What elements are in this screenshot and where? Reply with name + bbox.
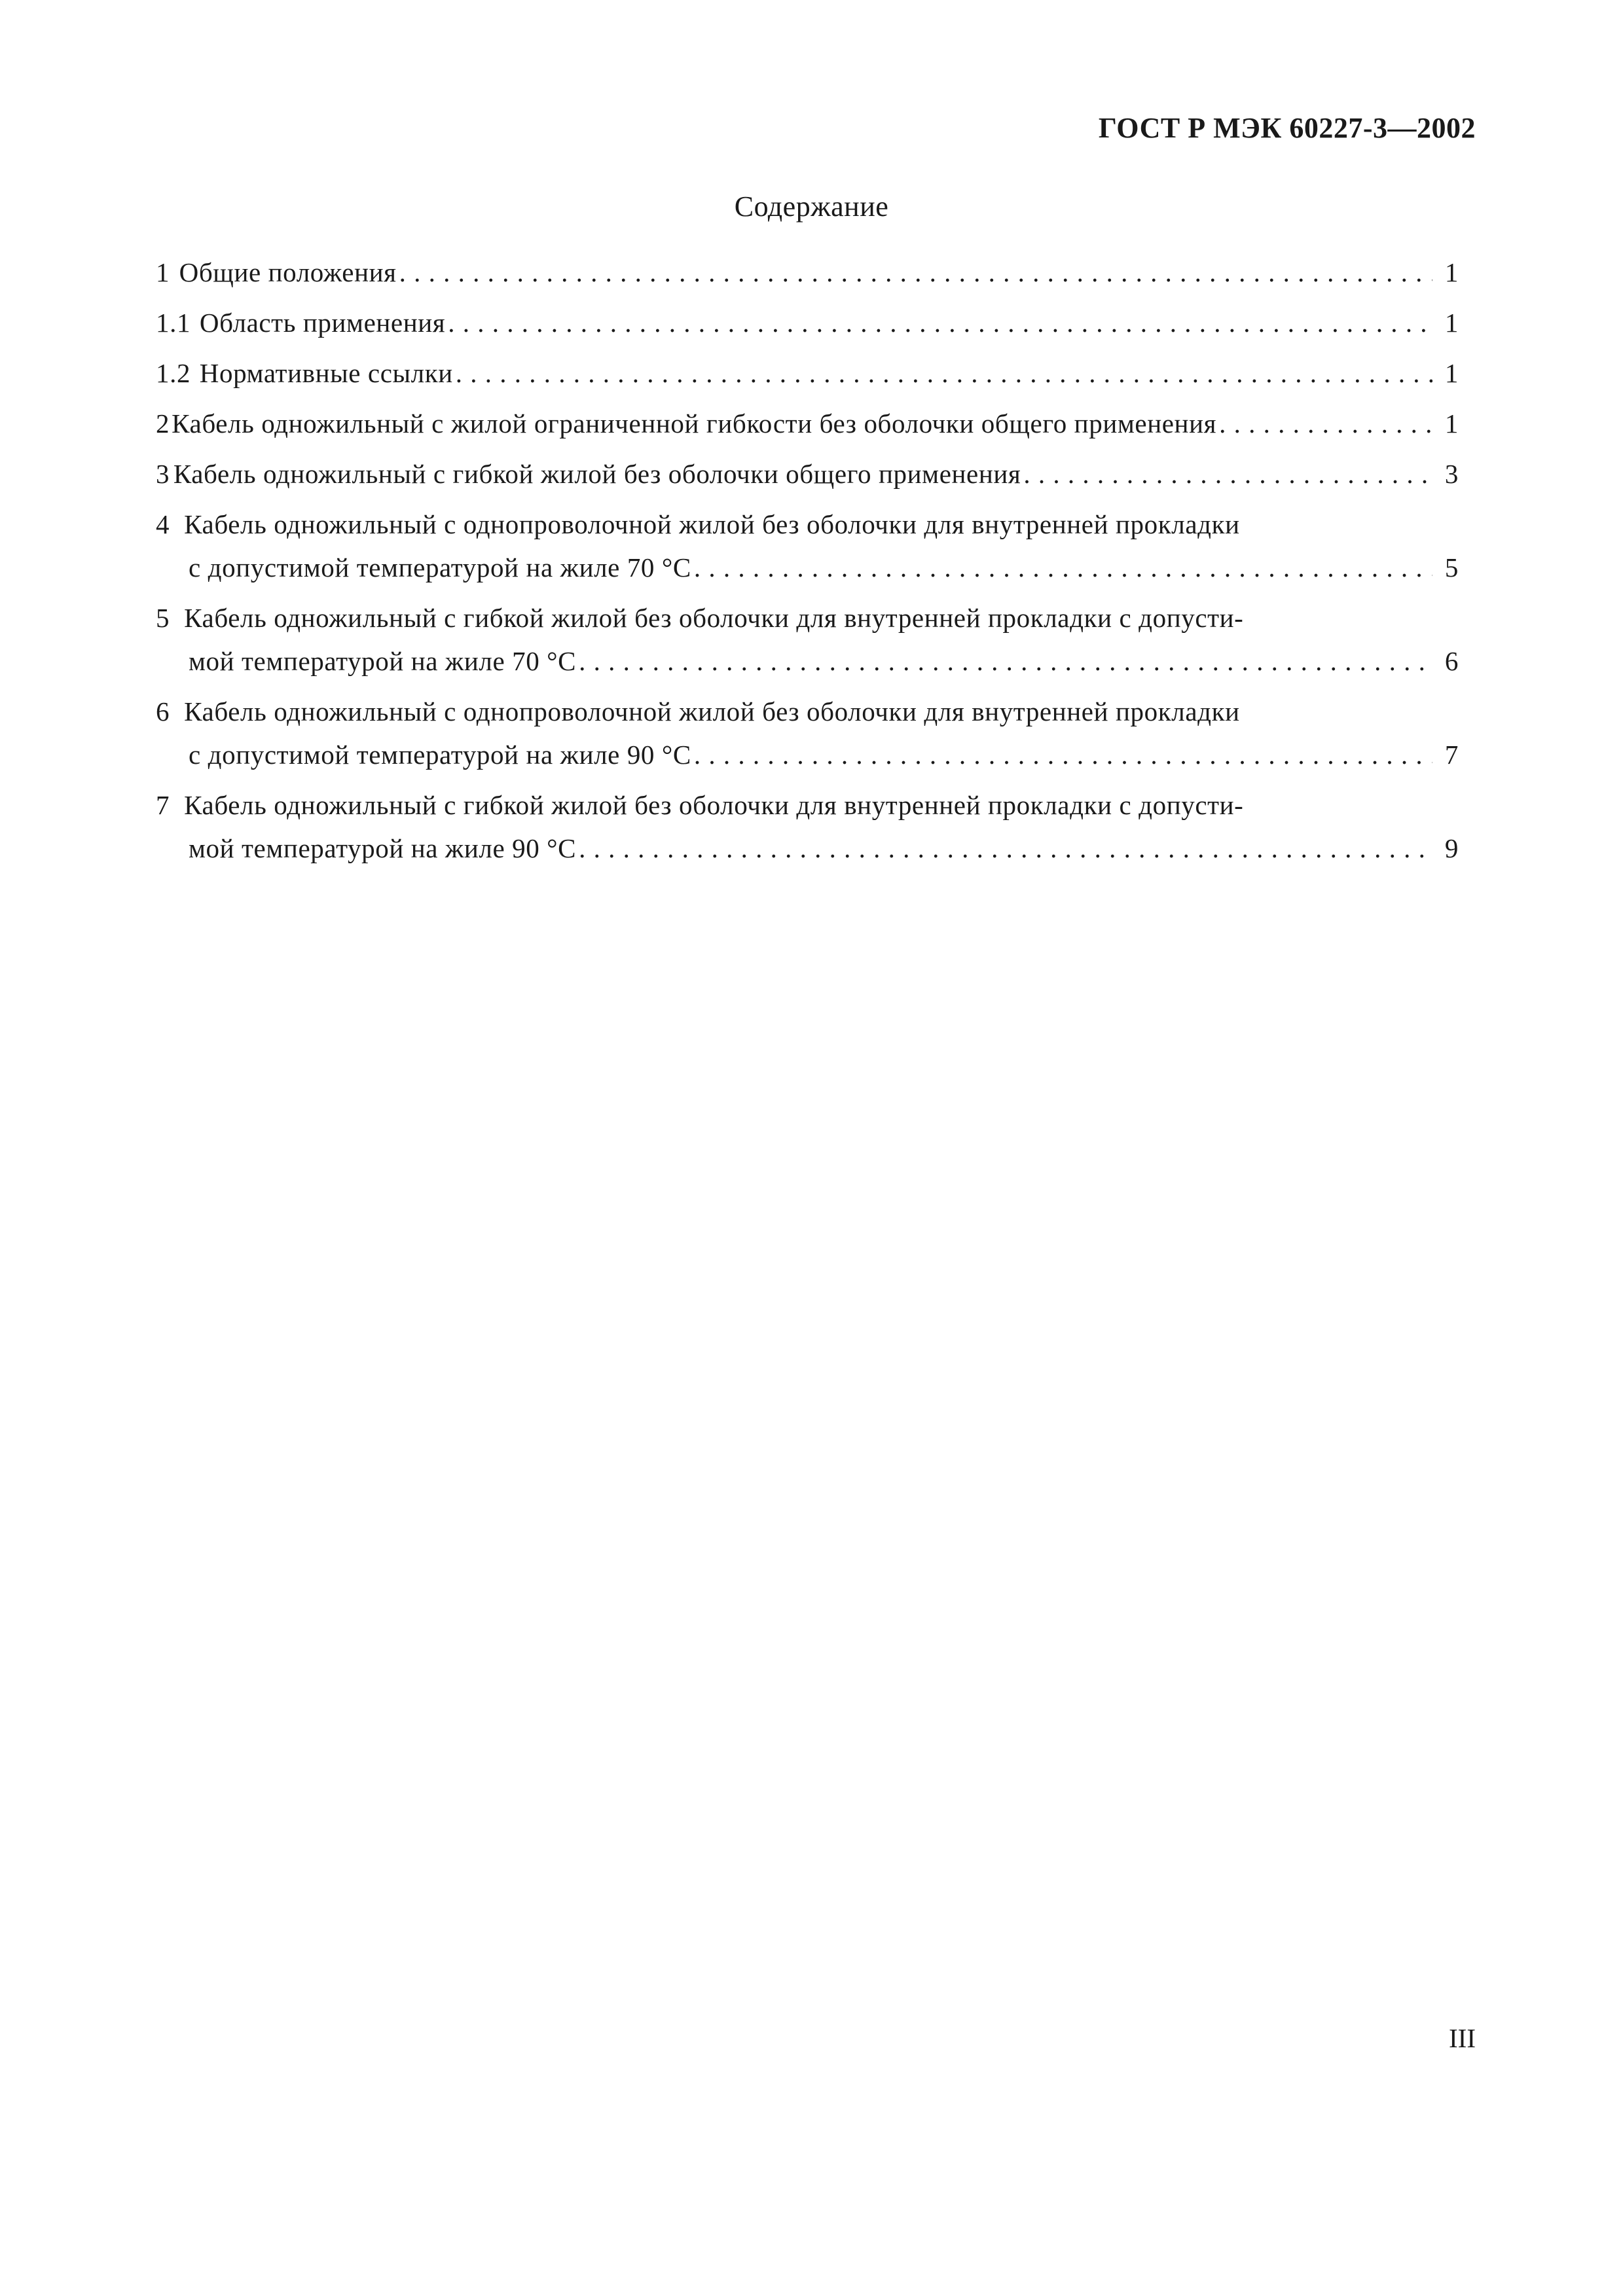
toc-entry[interactable] (156, 503, 1459, 589)
toc-entry[interactable] (156, 596, 1459, 683)
toc-entry-number: 1.2 (156, 358, 191, 388)
toc-entry[interactable] (156, 690, 1459, 776)
toc-leader-dots (399, 251, 1432, 294)
toc-entry-page: 3 (1444, 459, 1459, 489)
toc-title: Содержание (734, 190, 889, 223)
toc-leader-dots (579, 639, 1432, 683)
toc-entry-number: 2 (156, 408, 170, 439)
toc-entry[interactable] (156, 251, 1459, 294)
toc-entry-page: 1 (1444, 308, 1459, 338)
toc-entry-page: 6 (1444, 646, 1459, 676)
toc-entry[interactable] (156, 783, 1459, 870)
toc-entry-number: 6 (156, 696, 170, 726)
toc-entry-title-line-1: Кабель одножильный с однопроволочной жилой без оболочки для внутренней прокладки (184, 696, 1240, 726)
toc-entry[interactable] (156, 351, 1459, 395)
toc-entry-title: Кабель одножильный с жилой ограниченной гибкости без оболочки общего применения (172, 408, 1217, 439)
toc-entry-title-line-2: с допустимой температурой на жиле 70 °С (189, 552, 691, 583)
toc-entry-title: Кабель одножильный с гибкой жилой без оболочки общего применения (173, 459, 1021, 489)
toc-entry-number: 4 (156, 509, 170, 539)
page-number: III (1449, 2023, 1476, 2053)
toc-entry-page: 1 (1444, 257, 1459, 287)
toc-leader-dots (1023, 452, 1432, 495)
toc-entry[interactable] (156, 402, 1459, 445)
toc-entry-page: 9 (1444, 833, 1459, 863)
toc-entry-number: 1 (156, 257, 170, 287)
toc-entry-title: Общие положения (179, 257, 397, 287)
toc-leader-dots (1219, 402, 1432, 445)
toc-entry-number: 5 (156, 603, 170, 633)
toc-entry[interactable] (156, 301, 1459, 344)
toc-entry-number: 1.1 (156, 308, 191, 338)
toc-entry-title-line-2: мой температурой на жиле 90 °С (189, 833, 577, 863)
toc-entry-title-line-1: Кабель одножильный с гибкой жилой без оболочки для внутренней прокладки с допусти- (184, 603, 1244, 633)
toc-entry-number: 3 (156, 459, 170, 489)
toc-entry-title: Область применения (199, 308, 446, 338)
toc-entry-page: 1 (1444, 358, 1459, 388)
toc-entry-title: Нормативные ссылки (199, 358, 453, 388)
toc-leader-dots (456, 351, 1432, 395)
toc-entry-page: 1 (1444, 408, 1459, 439)
document-code-header: ГОСТ Р МЭК 60227-3—2002 (1098, 112, 1476, 144)
toc-leader-dots (694, 546, 1432, 589)
toc-entry-number: 7 (156, 790, 170, 820)
toc-leader-dots (448, 301, 1432, 344)
toc-entry-page: 7 (1444, 740, 1459, 770)
toc-leader-dots (579, 827, 1432, 870)
table-of-contents (156, 251, 1459, 877)
toc-entry-title-line-1: Кабель одножильный с гибкой жилой без оболочки для внутренней прокладки с допусти- (184, 790, 1244, 820)
toc-entry-title-line-2: мой температурой на жиле 70 °С (189, 646, 577, 676)
toc-entry[interactable] (156, 452, 1459, 495)
toc-leader-dots (694, 733, 1432, 776)
toc-entry-title-line-2: с допустимой температурой на жиле 90 °С (189, 740, 691, 770)
toc-entry-page: 5 (1444, 552, 1459, 583)
toc-entry-title-line-1: Кабель одножильный с однопроволочной жилой без оболочки для внутренней прокладки (184, 509, 1240, 539)
